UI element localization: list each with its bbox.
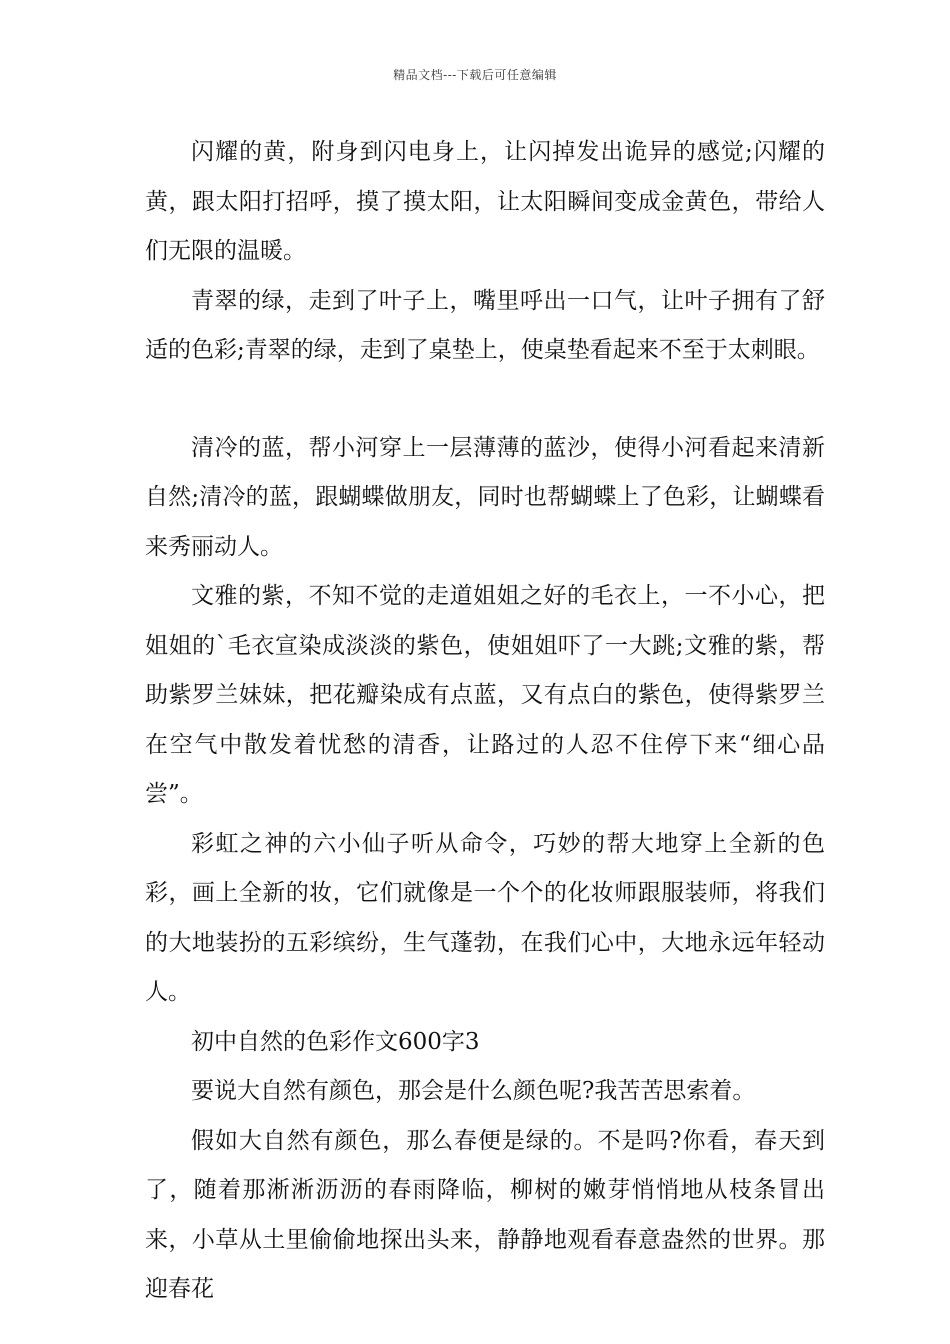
- paragraph-rainbow: 彩虹之神的六小仙子听从命令，巧妙的帮大地穿上全新的色彩，画上全新的妆，它们就像是一个个的化妆师跟服装师，将我们的大地装扮的五彩缤纷，生气蓬勃，在我们心中，大地永远年轻动人。: [145, 830, 825, 1005]
- paragraph-question: 要说大自然有颜色，那会是什么颜色呢?我苦苦思索着。: [191, 1078, 756, 1104]
- paragraph-spring: 假如大自然有颜色，那么春便是绿的。不是吗?你看，春天到了，随着那淅淅沥沥的春雨降临，柳树的嫩芽悄悄地从枝条冒出来，小草从土里偷偷地探出头来，静静地观看春意盎然的世界。那迎春花: [145, 1127, 825, 1302]
- paragraph-purple: 文雅的紫，不知不觉的走道姐姐之好的毛衣上，一不小心，把姐姐的`毛衣宣染成淡淡的紫色，使姐姐吓了一大跳;文雅的紫，帮助紫罗兰妹妹，把花瓣染成有点蓝，又有点白的紫色，使得紫罗兰在空气中散发着忧愁的清香，让路过的人忍不住停下来“细心品尝”。: [145, 583, 825, 807]
- blank-gap: [145, 376, 825, 424]
- paragraph-green: 青翠的绿，走到了叶子上，嘴里呼出一口气，让叶子拥有了舒适的色彩;青翠的绿，走到了桌垫上，使桌垫看起来不至于太刺眼。: [145, 287, 825, 363]
- section-title: 初中自然的色彩作文600字3: [191, 1028, 480, 1055]
- paragraph-blue: 清冷的蓝，帮小河穿上一层薄薄的蓝沙，使得小河看起来清新自然;清冷的蓝，跟蝴蝶做朋友，同时也帮蝴蝶上了色彩，让蝴蝶看来秀丽动人。: [145, 434, 825, 560]
- page-header: 精品文档---下载后可任意编辑: [393, 68, 557, 82]
- paragraph-yellow: 闪耀的黄，附身到闪电身上，让闪掉发出诡异的感觉;闪耀的黄，跟太阳打招呼，摸了摸太阳，让太阳瞬间变成金黄色，带给人们无限的温暖。: [145, 139, 825, 264]
- document-body: [145, 128, 825, 1315]
